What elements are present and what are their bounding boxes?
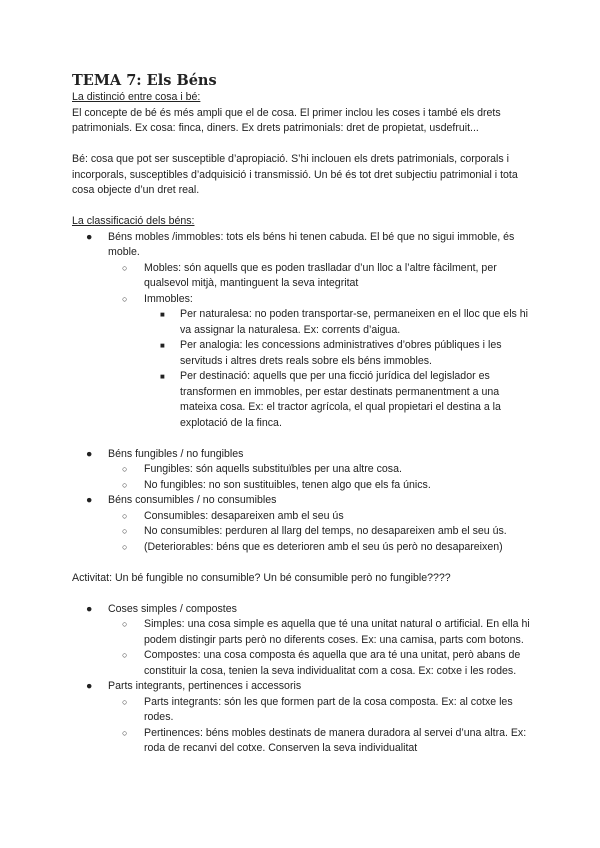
list-item: ○ Compostes: una cosa composta és aquella que ara té una unitat, però abans de constituir la cosa, tenien la seva individualitat com a cosa. Ex: cotxe i les rodes. [122,649,521,677]
bullet-circle-icon: ○ [122,650,128,660]
list-item: ○ Mobles: són aquells que es poden traslladar d’un lloc a l’altre fàcilment, per qualsevol mitjà, mantinguent la seva integritat [122,261,497,289]
list-item: ○ No consumibles: perduren al llarg del temps, no desapareixen amb el seu ús. [108,524,534,540]
list-item: ■ Per naturalesa: no poden transportar-se, permaneixen en el lloc que els hi va assignar la naturalesa. Ex: corrents d’aigua. [160,308,529,336]
bullet-circle-icon: ○ [122,541,128,552]
document-page [72,72,534,757]
list-item: ■ Per analogia: les concessions administratives d’obres públiques i les servituds i altres drets reals sobre els béns immobles. [160,339,502,367]
bullet-square-icon: ■ [160,341,165,350]
bullet-circle-icon: ○ [122,293,128,304]
list-item: ○ Consumibles: desapareixen amb el seu ús [108,509,534,525]
bullet-square-icon: ■ [160,372,165,381]
list-item: ○ Pertinences: béns mobles destinats de manera duradora al servei d’una altra. Ex: roda de recanvi del cotxe. Conserven la seva individualitat [122,726,527,754]
paragraph-be-definicio: Bé: cosa que pot ser susceptible d’apropiació. S’hi inclouen els drets patrimonials, corporals i incorporals, susceptibles d’adquisició i transmissió. Un bé és tot dret subjectiu patrimonial i tota cosa objecte d’un dret real. [72,153,518,196]
bullet-disc-icon: ● [86,494,93,506]
bullet-disc-icon: ● [86,680,93,692]
section-heading-distincio: La distinció entre cosa i bé: [72,91,201,103]
classification-list-2 [72,447,534,556]
bullet-circle-icon: ○ [122,696,128,707]
activitat-question: Activitat: Un bé fungible no consumible? Un bé consumible però no fungible???? [72,571,451,584]
bullet-circle-icon: ○ [122,464,128,474]
paragraph-concepte: El concepte de bé és més ampli que el de cosa. El primer inclou les coses i també els drets patrimonials. Ex cosa: finca, diners. Ex drets patrimonials: dret de propietat, usdefruit... [72,106,501,134]
list-item: ○ No fungibles: no son sustituibles, tenen algo que els fa únics. [108,478,534,494]
list-item: ○ Parts integrants: són les que formen part de la cosa composta. Ex: al cotxe les rodes. [122,695,513,723]
bullet-circle-icon: ○ [122,479,128,490]
list-item: ● Parts integrants, pertinences i accessoris ○ Parts integrants: són les que formen part de la cosa composta. Ex: al cotxe les rodes. ○ Pertinences: béns mobles destinats de manera duradora al servei d’una altra. Ex: roda de recanvi del cotxe. Conserven la seva individualitat [72,679,534,757]
list-item: ■ Per destinació: aquells que per una ficció jurídica del legislador es transformen en immobles, per estar destinats permanentment a una mateixa cosa. Ex: el tractor agrícola, el qual propietari el destina a la explotació de la finca. [160,370,501,429]
bullet-circle-icon: ○ [122,526,128,536]
bullet-disc-icon: ● [86,447,93,460]
bullet-circle-icon: ○ [122,619,128,629]
section-heading-classificacio: La classificació dels béns: [72,215,195,227]
bullet-circle-icon: ○ [122,727,128,738]
list-item: ● Coses simples / compostes ○ Simples: una cosa simple es aquella que té una unitat natural o artificial. En ella hi podem distingir parts però no diferents coses. Ex: una camisa, parts com botons. ○ Compostes: una cosa composta és aquella que ara té una unitat, però abans de constituir la cosa, tenien la seva individualitat com a cosa. Ex: cotxe i les rodes. [72,602,534,680]
list-item: ● Béns fungibles / no fungibles ○ Fungibles: són aquells substituïbles per una altre cosa. ○ No fungibles: no son sustituibles, tenen algo que els fa únics. [72,447,534,494]
bullet-circle-icon: ○ [122,262,128,273]
classification-list-3 [72,602,534,757]
list-item: ● Béns consumibles / no consumibles ○ Consumibles: desapareixen amb el seu ús ○ No consumibles: perduren al llarg del temps, no desapareixen amb el seu ús. ○ (Deteriorables: béns que es deterioren amb el seu ús però no desapareixen) [72,493,534,555]
classification-list [72,230,534,432]
list-item: ○ Fungibles: són aquells substituïbles per una altre cosa. [108,462,534,478]
bullet-square-icon: ■ [160,310,165,319]
bullet-disc-icon: ● [86,230,93,243]
page-title: TEMA 7: Els Béns [72,72,217,89]
bullet-disc-icon: ● [86,602,93,615]
list-item: ○ Simples: una cosa simple es aquella que té una unitat natural o artificial. En ella hi podem distingir parts però no diferents coses. Ex: una camisa, parts com botons. [122,618,530,646]
bullet-circle-icon: ○ [122,510,128,521]
list-item: ○ (Deteriorables: béns que es deterioren amb el seu ús però no desapareixen) [108,540,534,556]
list-item: ○ Immobles: ■ Per naturalesa: no poden transportar-se, permaneixen en el lloc que els hi va assignar la naturalesa. Ex: corrents d’aigua. ■ Per analogia: les concessions administratives d’obres públiques i les servituds i altres drets reals sobre els béns immobles. ■ Per destinació: aquells que per una ficció jurídica del legislador es transformen en immobles, per estar destinats permanentment a una mateixa cosa. Ex: el tractor agrícola, el qual propietari el destina a la explotació de la finca. [108,292,534,432]
list-item: ● Béns mobles /immobles: tots els béns hi tenen cabuda. El bé que no sigui immoble, és moble. ○ Mobles: són aquells que es poden traslladar d’un lloc a l’altre fàcilment, per qualsevol mitjà, mantinguent la seva integritat ○ Immobles: ■ Per naturalesa: no poden transportar-se, permaneixen en el lloc que els hi va assignar la naturalesa. Ex: corrents d’aigua. ■ Per analogia: les concessions administratives d’obres públiques i les servituds i altres drets reals sobre els béns immobles. ■ Per destinació: aquells que per una ficció jurídica del legislador es transformen en immobles, per estar destinats permanentment a una mateixa cosa. Ex: el tractor agrícola, el qual propietari el destina a la explotació de la finca. [72,230,534,432]
